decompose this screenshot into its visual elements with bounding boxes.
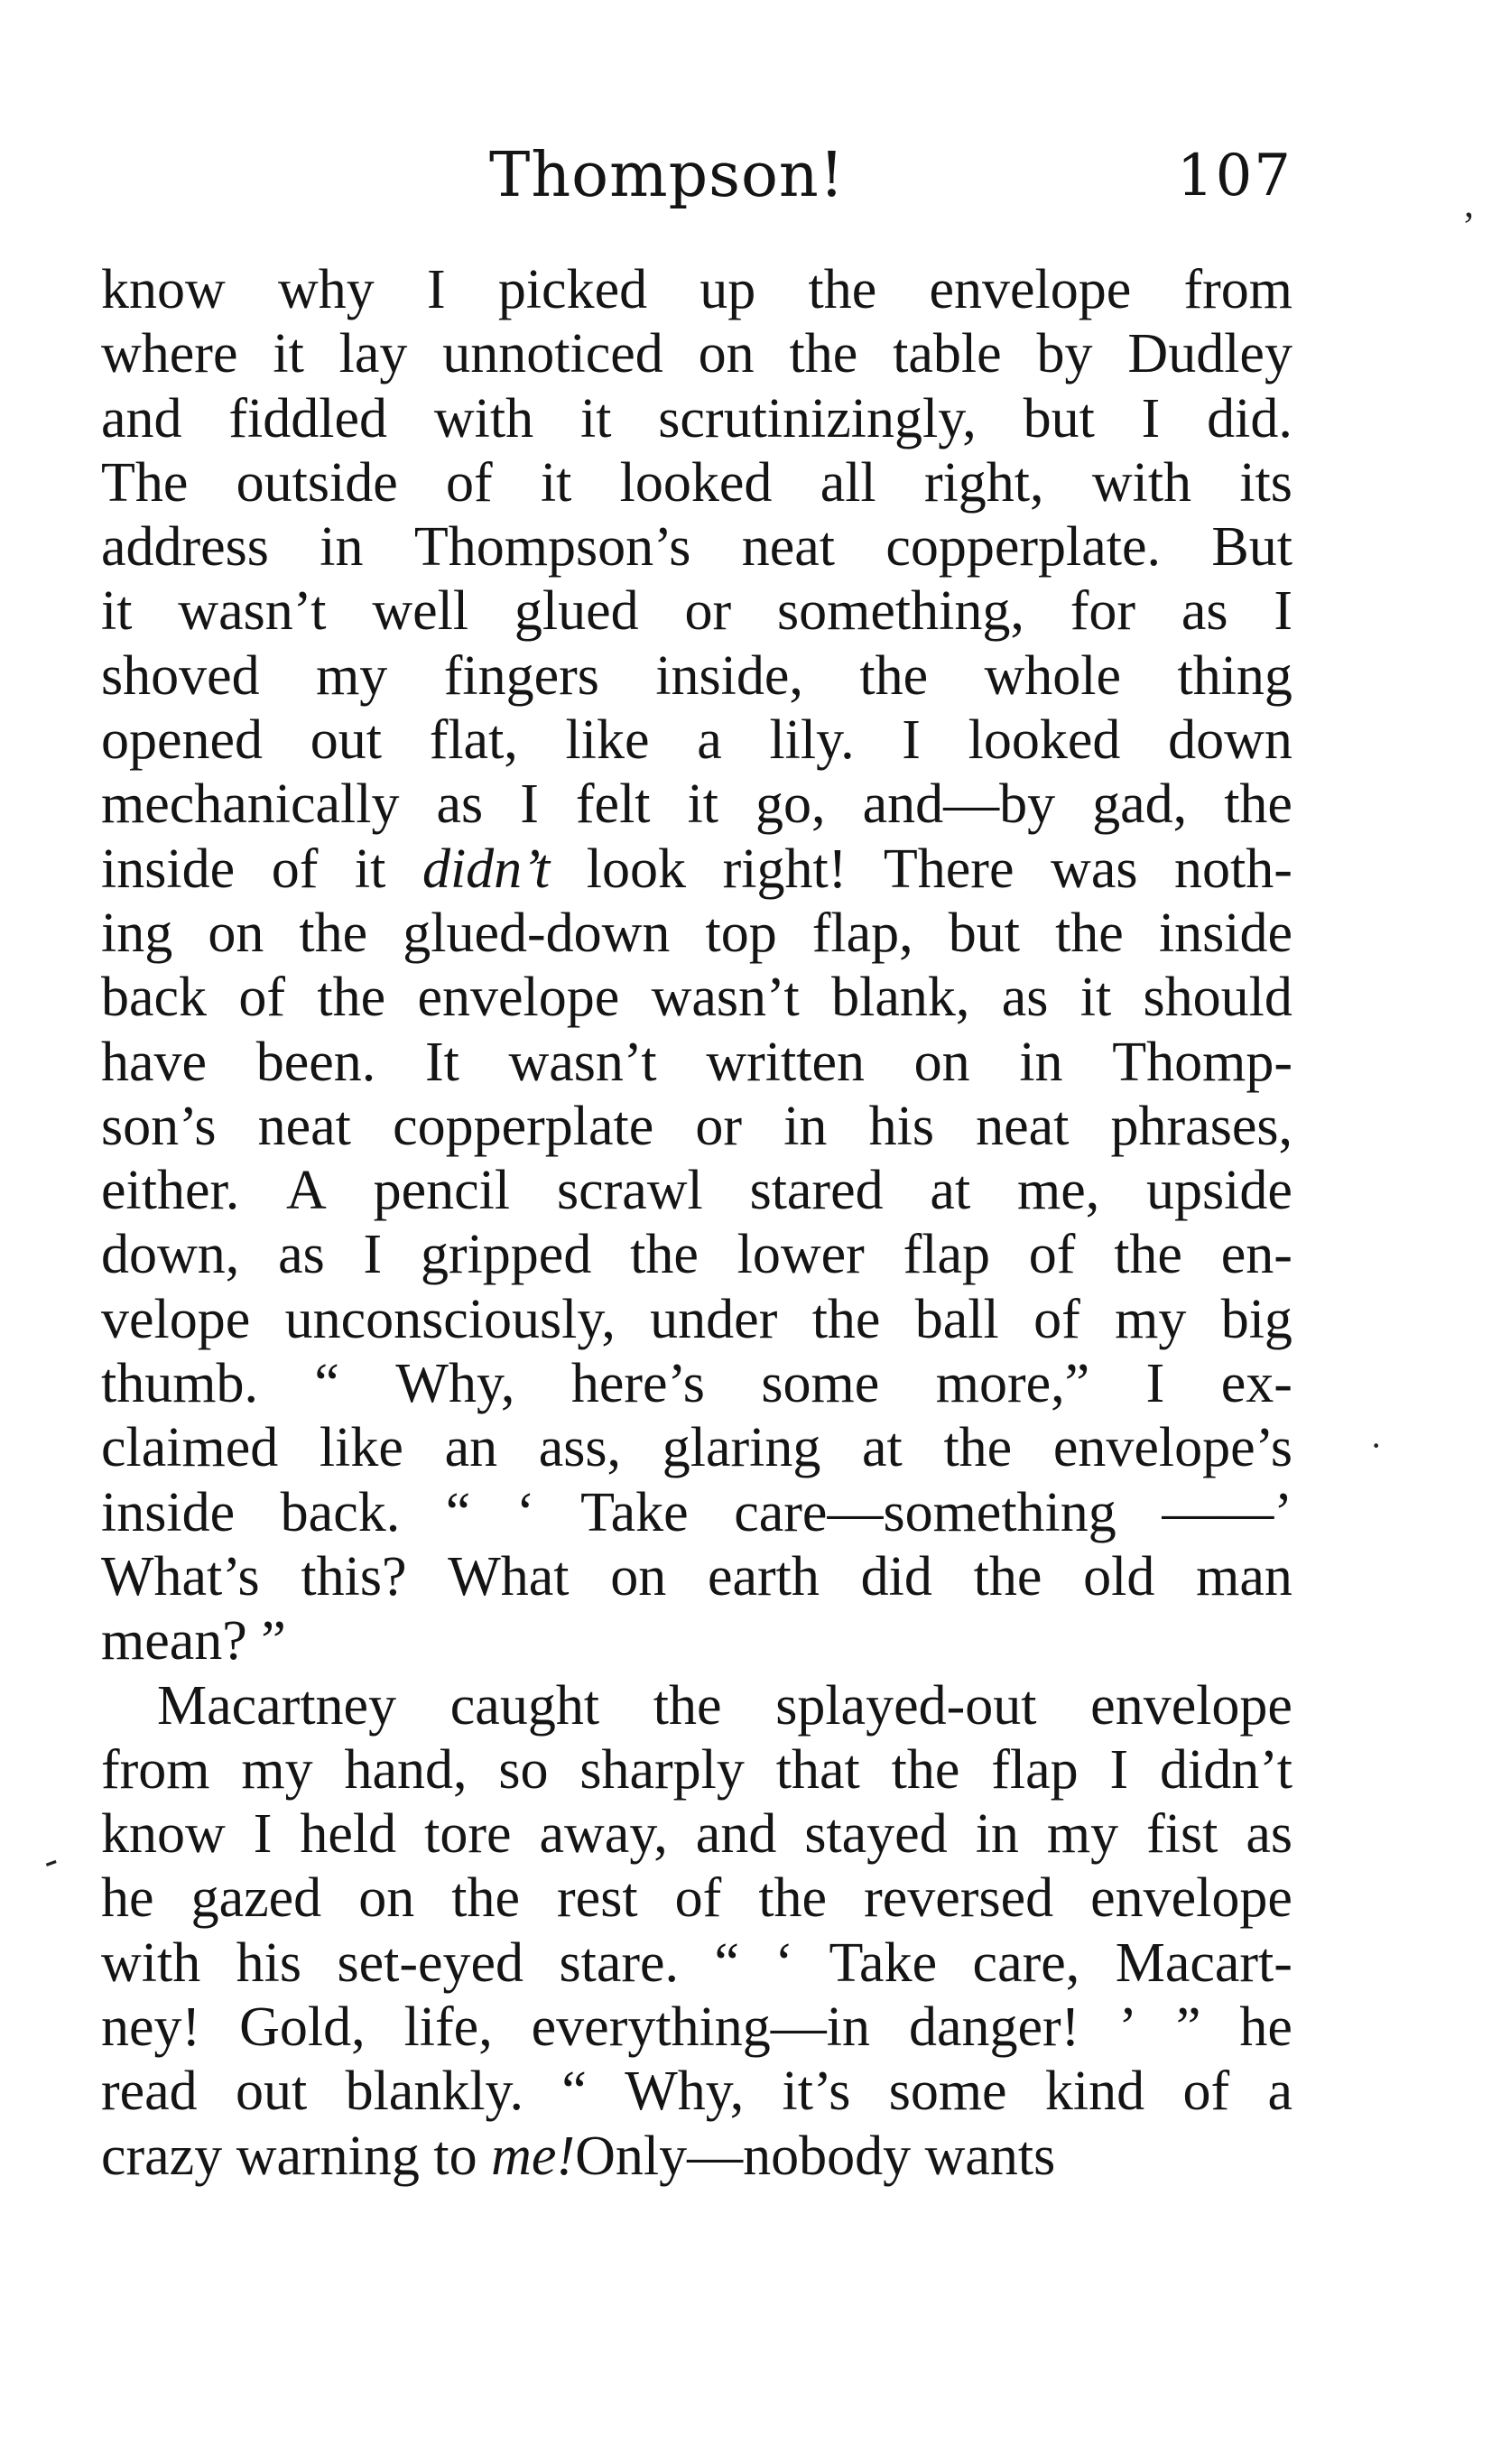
text-line <box>101 773 1293 837</box>
word: “ <box>445 1481 471 1543</box>
text-line <box>101 515 1293 579</box>
word: and <box>695 1803 777 1866</box>
word: held <box>300 1803 397 1866</box>
word: wants <box>924 2125 1056 2187</box>
word: but <box>948 902 1020 964</box>
text-line <box>101 1545 1293 1609</box>
word: copperplate. <box>885 516 1162 579</box>
word: “ <box>714 1931 739 1994</box>
word: flap, <box>811 902 913 964</box>
text-line <box>101 258 1293 322</box>
text-line <box>101 1416 1293 1480</box>
word: in <box>1019 1031 1063 1093</box>
text-line <box>101 579 1293 644</box>
word: opened <box>101 709 264 772</box>
word: en- <box>1220 1224 1293 1286</box>
word: set-eyed <box>337 1931 524 1994</box>
word: it <box>354 838 386 900</box>
word: thing <box>1177 644 1293 707</box>
word: scrawl <box>556 1160 703 1222</box>
word: did. <box>1207 387 1293 449</box>
word: caught <box>449 1674 600 1737</box>
word: his <box>236 1931 302 1994</box>
word: everything—in <box>531 1996 871 2059</box>
word: with <box>101 1931 201 1994</box>
word: like <box>565 709 650 772</box>
word: Thompson’s <box>413 516 691 579</box>
word: it <box>540 451 572 514</box>
word: envelope <box>417 967 620 1029</box>
word: the <box>653 1674 722 1737</box>
word: but <box>1023 387 1095 449</box>
word: on <box>358 1867 415 1930</box>
page-number: 107 <box>1176 143 1293 209</box>
word: I <box>1274 580 1293 643</box>
word: kind <box>1044 2061 1145 2123</box>
word: stare. <box>559 1931 680 1994</box>
word: flap <box>903 1224 990 1286</box>
word: inside, <box>655 644 803 707</box>
word: know <box>101 259 226 320</box>
word: it <box>579 387 612 449</box>
italic-word: didn’t <box>422 838 551 900</box>
word: envelope’s <box>1052 1417 1293 1479</box>
word: I <box>363 1224 383 1286</box>
word: at <box>862 1417 903 1479</box>
word: velope <box>101 1288 251 1350</box>
word: whole <box>984 644 1122 707</box>
word: and <box>101 387 182 449</box>
word: at <box>930 1160 971 1222</box>
word: he <box>101 1867 154 1930</box>
word: the <box>1114 1224 1182 1286</box>
word: stared <box>749 1160 884 1222</box>
word: out <box>310 709 382 772</box>
word: the <box>317 967 386 1029</box>
word: big <box>1220 1288 1293 1350</box>
word: thumb. <box>101 1353 258 1415</box>
word: didn’t <box>1159 1738 1293 1801</box>
word: Take <box>580 1481 689 1543</box>
word: address <box>101 516 269 579</box>
word: in <box>320 516 364 579</box>
word: ex- <box>1220 1353 1293 1415</box>
word: as <box>1001 967 1049 1029</box>
word: I <box>426 259 446 320</box>
word: of <box>238 967 286 1029</box>
word: ” <box>261 1610 286 1672</box>
text-line <box>101 2060 1293 2124</box>
word: A <box>286 1160 327 1222</box>
word: away, <box>539 1803 668 1866</box>
word: son’s <box>101 1095 217 1157</box>
word: outside <box>236 451 398 514</box>
word: blankly. <box>345 2061 524 2123</box>
word: like <box>319 1417 403 1479</box>
word: of <box>1182 2061 1230 2123</box>
word: glaring <box>662 1417 821 1479</box>
word: ” <box>1175 1996 1201 2059</box>
word: fiddled <box>228 387 388 449</box>
word: unconsciously, <box>284 1288 616 1350</box>
word: life, <box>403 1996 493 2059</box>
word: upside <box>1146 1160 1293 1222</box>
text-line <box>101 1931 1293 1996</box>
text-line <box>101 451 1293 515</box>
word: look <box>586 838 686 900</box>
word: neat <box>257 1095 351 1157</box>
word: ball <box>914 1288 999 1350</box>
word: why <box>277 259 375 320</box>
text-line <box>101 1288 1293 1352</box>
word: The <box>101 451 189 514</box>
word: with <box>1091 451 1192 514</box>
word: envelope <box>929 259 1132 320</box>
word: the <box>811 1288 881 1350</box>
word: did <box>860 1545 932 1607</box>
word: should <box>1143 967 1293 1029</box>
word: crazy <box>101 2125 236 2187</box>
word: down <box>1168 709 1293 772</box>
word: and—by <box>862 773 1056 836</box>
word: back. <box>280 1481 401 1543</box>
word: the <box>943 1417 1013 1479</box>
text-line <box>101 387 1293 451</box>
word: glued <box>514 580 639 643</box>
word: mechanically <box>101 773 400 836</box>
word: flat, <box>429 709 518 772</box>
word: looked <box>619 451 773 514</box>
word: neat <box>976 1095 1070 1157</box>
text-line <box>101 902 1293 966</box>
word: I <box>1109 1738 1129 1801</box>
word: know <box>101 1803 226 1866</box>
word: stayed <box>804 1803 948 1866</box>
word: some <box>761 1353 880 1415</box>
running-title: Thompson! <box>489 140 846 211</box>
text-line <box>101 838 1293 902</box>
text-line <box>101 1031 1293 1095</box>
word: so <box>498 1738 549 1801</box>
word: on <box>610 1545 667 1607</box>
word: man <box>1196 1545 1293 1607</box>
word: I <box>253 1803 273 1866</box>
word: envelope <box>1090 1674 1293 1737</box>
word: unnoticed <box>442 323 663 385</box>
word: its <box>1239 451 1293 514</box>
word: from <box>101 1738 210 1801</box>
word: gad, <box>1092 773 1188 836</box>
word: Take <box>829 1931 938 1994</box>
page-header <box>101 126 1293 226</box>
word: earth <box>708 1545 820 1607</box>
word: from <box>1183 259 1293 320</box>
word: all <box>820 451 876 514</box>
word: top <box>705 902 777 964</box>
text-line <box>101 1674 1293 1738</box>
italic-word: me! <box>491 2125 576 2187</box>
word: been. <box>255 1031 376 1093</box>
word: to <box>433 2125 492 2187</box>
word: wasn’t <box>178 580 327 643</box>
word: splayed-out <box>775 1674 1037 1737</box>
word: Why, <box>625 2061 745 2123</box>
word: the <box>758 1867 828 1930</box>
text-line <box>101 1481 1293 1545</box>
word: ney! <box>101 1996 201 2059</box>
word: of <box>674 1867 722 1930</box>
word: right, <box>923 451 1044 514</box>
word: my <box>241 1738 313 1801</box>
word: ‘ <box>515 1481 535 1543</box>
word: What’s <box>101 1545 260 1607</box>
word: flap <box>991 1738 1079 1801</box>
word: care, <box>972 1931 1080 1994</box>
word: hand, <box>344 1738 468 1801</box>
word: “ <box>314 1353 339 1415</box>
word: warning <box>236 2125 434 2187</box>
word: ——’ <box>1162 1481 1293 1543</box>
word: shoved <box>101 644 260 707</box>
word: in <box>783 1095 828 1157</box>
word: go, <box>755 773 826 836</box>
text-line <box>101 1867 1293 1931</box>
word: written <box>706 1031 865 1093</box>
text-line <box>101 966 1293 1030</box>
word: table <box>893 323 1002 385</box>
word: this? <box>301 1545 407 1607</box>
word: something, <box>777 580 1024 643</box>
word: it’s <box>782 2061 851 2123</box>
word: felt <box>575 773 651 836</box>
word: was <box>1051 838 1138 900</box>
word: it <box>1079 967 1112 1029</box>
word: Gold, <box>239 1996 366 2059</box>
word: the <box>1224 773 1293 836</box>
word: of <box>1033 1288 1080 1350</box>
word: as <box>436 773 484 836</box>
word: the <box>891 1738 960 1801</box>
word: on <box>698 323 755 385</box>
word: me, <box>1016 1160 1100 1222</box>
word: Macart- <box>1115 1931 1293 1994</box>
word: down, <box>101 1224 240 1286</box>
word: the <box>859 644 929 707</box>
word: It <box>424 1031 459 1093</box>
word: What <box>448 1545 570 1607</box>
word: blank, <box>831 967 970 1029</box>
word: more,” <box>935 1353 1090 1415</box>
word: “ <box>561 2061 587 2123</box>
word: an <box>444 1417 498 1479</box>
word: by <box>1036 323 1093 385</box>
word: lower <box>737 1224 865 1286</box>
word: or <box>684 580 732 643</box>
word: where <box>101 323 238 385</box>
text-line <box>101 322 1293 386</box>
word: my <box>316 644 388 707</box>
word: have <box>101 1031 208 1093</box>
word: of <box>1028 1224 1076 1286</box>
word: There <box>883 838 1015 900</box>
word: read <box>101 2061 198 2123</box>
word: a <box>1267 2061 1293 2123</box>
word: Thomp- <box>1112 1031 1293 1093</box>
word: it <box>273 323 304 385</box>
word: picked <box>497 259 648 320</box>
word: glued-down <box>403 902 671 964</box>
word: or <box>695 1095 743 1157</box>
word: as <box>1181 580 1228 643</box>
text-line <box>101 709 1293 773</box>
word: lily. <box>769 709 855 772</box>
word: ass, <box>538 1417 622 1479</box>
word: here’s <box>570 1353 705 1415</box>
word: gazed <box>190 1867 322 1930</box>
word: on <box>913 1031 970 1093</box>
word: the <box>451 1867 520 1930</box>
word: fist <box>1146 1803 1218 1866</box>
word: wasn’t <box>508 1031 657 1093</box>
text-line <box>101 1095 1293 1159</box>
word: the <box>808 259 877 320</box>
word: tore <box>424 1803 512 1866</box>
word: I <box>1145 1353 1165 1415</box>
margin-dash-mark: - <box>36 1836 64 1884</box>
word: neat <box>741 516 836 579</box>
word: well <box>372 580 469 643</box>
word: of <box>271 838 319 900</box>
word: the <box>1055 902 1124 964</box>
word: his <box>868 1095 934 1157</box>
word: the <box>789 323 858 385</box>
word: as <box>278 1224 325 1286</box>
text-line <box>101 1223 1293 1287</box>
word: ‘ <box>774 1931 794 1994</box>
word: rest <box>557 1867 638 1930</box>
word: Only—nobody <box>575 2125 925 2187</box>
word: reversed <box>864 1867 1054 1930</box>
word: the <box>299 902 368 964</box>
word: Dudley <box>1127 323 1293 385</box>
text-line <box>101 1352 1293 1416</box>
word: ing <box>101 902 173 964</box>
text-line <box>101 1159 1293 1223</box>
word: ’ <box>1118 1996 1137 2059</box>
body-text <box>101 258 1293 2189</box>
word: claimed <box>101 1417 279 1479</box>
word: danger! <box>908 1996 1080 2059</box>
word: inside <box>1158 902 1293 964</box>
word: my <box>1115 1288 1187 1350</box>
text-line <box>101 1738 1293 1802</box>
text-line <box>101 2125 1293 2189</box>
word: old <box>1083 1545 1155 1607</box>
word: that <box>775 1738 860 1801</box>
word: inside <box>101 1481 236 1543</box>
word: But <box>1211 516 1293 579</box>
word: a <box>697 709 722 772</box>
text-line <box>101 1996 1293 2060</box>
word: of <box>446 451 493 514</box>
word: in <box>975 1803 1019 1866</box>
word: pencil <box>373 1160 511 1222</box>
word: either. <box>101 1160 240 1222</box>
word: up <box>700 259 756 320</box>
word: my <box>1046 1803 1119 1866</box>
word: mean? <box>101 1610 262 1672</box>
word: on <box>208 902 264 964</box>
word: with <box>433 387 534 449</box>
word: for <box>1070 580 1135 643</box>
word: it <box>687 773 719 836</box>
word: it <box>101 580 133 643</box>
word: he <box>1239 1996 1293 2059</box>
word: the <box>973 1545 1042 1607</box>
word: as <box>1246 1803 1293 1866</box>
word: under <box>650 1288 778 1350</box>
word: looked <box>968 709 1121 772</box>
text-line <box>101 1802 1293 1867</box>
margin-comma-mark: , <box>1464 181 1474 226</box>
word: Macartney <box>157 1674 397 1737</box>
word: right! <box>722 838 848 900</box>
word: phrases, <box>1110 1095 1293 1157</box>
word: out <box>236 2061 308 2123</box>
margin-dot-mark: · <box>1370 1425 1383 1466</box>
word: I <box>1141 387 1161 449</box>
word: copperplate <box>393 1095 654 1157</box>
word: gripped <box>420 1224 592 1286</box>
word: back <box>101 967 208 1029</box>
word: noth- <box>1174 838 1293 900</box>
word: care—something <box>734 1481 1116 1543</box>
word: the <box>630 1224 699 1286</box>
word: Why, <box>395 1353 515 1415</box>
word: wasn’t <box>651 967 800 1029</box>
word: scrutinizingly, <box>658 387 977 449</box>
word: I <box>902 709 921 772</box>
word: sharply <box>579 1738 745 1801</box>
word: envelope <box>1090 1867 1293 1930</box>
word: lay <box>338 323 408 385</box>
word: I <box>520 773 539 836</box>
text-line <box>101 1609 1293 1673</box>
word: some <box>888 2061 1007 2123</box>
text-line <box>101 644 1293 709</box>
word: fingers <box>443 644 599 707</box>
word: inside <box>101 838 236 900</box>
